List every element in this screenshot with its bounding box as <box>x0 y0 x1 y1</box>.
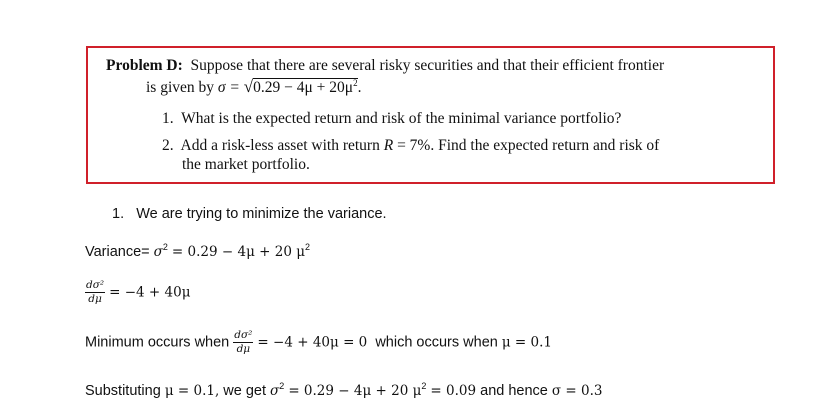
min-mu: μ = 0.1 <box>501 334 552 351</box>
q1-num: 1. <box>162 110 174 127</box>
subst-sq: 2 <box>279 381 285 391</box>
subst-final: σ = 0.3 <box>551 382 603 399</box>
problem-label: Problem D: <box>106 57 183 74</box>
problem-box <box>86 46 775 184</box>
variance-rest: = 0.29 − 4μ + 20 μ <box>171 243 305 260</box>
radicand-exp: 2 <box>353 77 358 88</box>
subst-val: = 0.09 <box>430 382 477 399</box>
problem-line-1 <box>106 57 664 75</box>
min-rhs: = −4 + 40μ = 0 <box>257 334 368 351</box>
q2-text-c: the market portfolio. <box>182 156 310 173</box>
subst-b: we get <box>223 382 267 399</box>
min-den: dμ <box>236 342 251 355</box>
variance-label: Variance= <box>85 243 150 260</box>
subst-hence: and hence <box>480 382 548 399</box>
q2-R: R <box>383 137 394 154</box>
q1-text: What is the expected return and risk of the minimal variance portfolio? <box>181 110 622 127</box>
step-1 <box>112 206 387 222</box>
min-text: Minimum occurs when <box>85 334 230 351</box>
subst-rest: = 0.29 − 4μ + 20 μ <box>288 382 422 399</box>
sqrt-sign: √ <box>243 77 254 96</box>
subst-sigma: σ <box>270 382 280 399</box>
question-2 <box>162 137 659 155</box>
subst-mu: μ = 0.1, <box>164 382 220 399</box>
step1-text: We are trying to minimize the variance. <box>136 206 387 222</box>
q2-text-b: = 7%. Find the expected return and risk of <box>397 137 660 154</box>
step1-num: 1. <box>112 206 125 222</box>
derivative-line <box>85 280 191 305</box>
min-num: dσ² <box>234 329 253 341</box>
substitution-line <box>85 381 602 399</box>
question-1 <box>162 110 621 128</box>
question-2-cont <box>182 156 310 174</box>
min-fraction <box>233 330 253 355</box>
q2-num: 2. <box>162 137 174 154</box>
deriv-den: dμ <box>88 292 102 305</box>
sigma-eq: σ = <box>217 79 240 96</box>
period: . <box>357 79 362 96</box>
problem-intro: Suppose that there are several risky securities and that their efficient frontier <box>190 57 665 74</box>
subst-mu-sq: 2 <box>421 381 427 391</box>
variance-line <box>85 242 310 260</box>
variance-sq: 2 <box>162 242 168 252</box>
derivative-fraction <box>85 280 105 305</box>
given-prefix: is given by <box>146 79 215 96</box>
min-which: which occurs when <box>375 334 498 351</box>
q2-text-a: Add a risk-less asset with return <box>180 137 380 154</box>
variance-mu-sq: 2 <box>304 242 310 252</box>
problem-line-2 <box>146 77 361 97</box>
deriv-num: dσ² <box>86 279 105 291</box>
minimum-line <box>85 330 552 355</box>
variance-sigma: σ <box>153 243 163 260</box>
sqrt-radicand <box>253 78 357 96</box>
subst-a: Substituting <box>85 382 161 399</box>
radicand-text: 0.29 − 4μ + 20μ <box>253 79 354 96</box>
deriv-rhs: = −4 + 40μ <box>109 284 191 301</box>
